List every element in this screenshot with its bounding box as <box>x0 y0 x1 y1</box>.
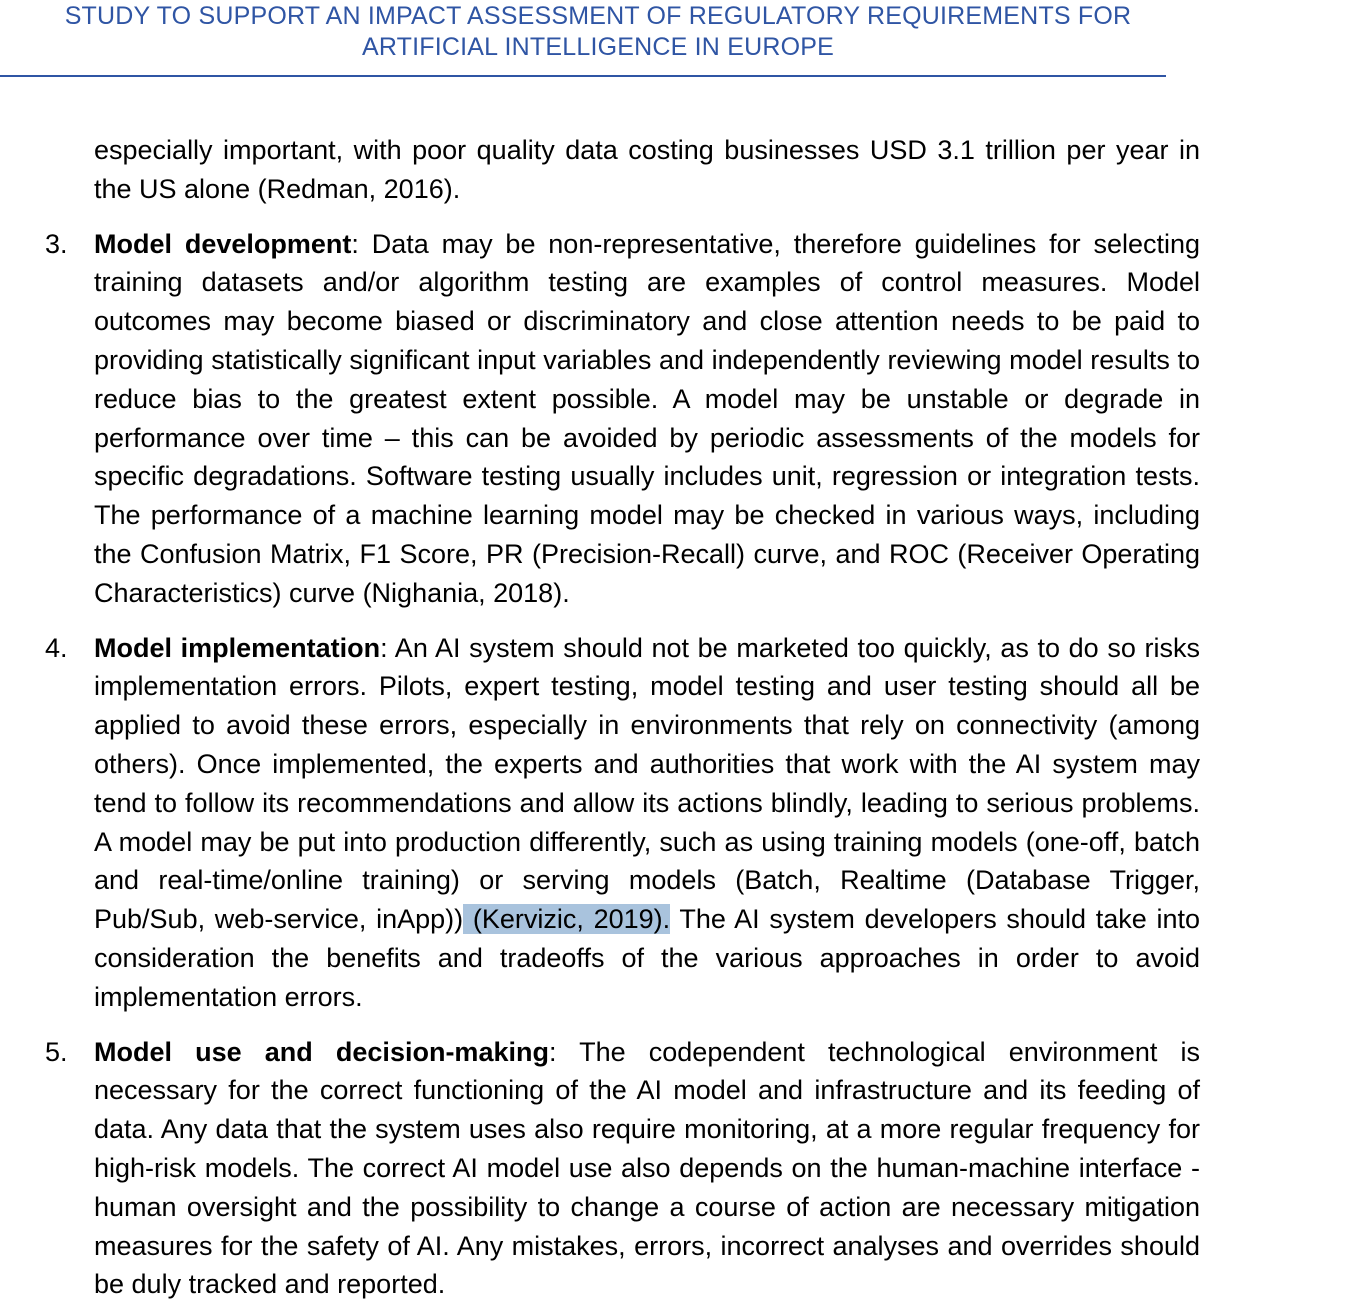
list-item-term: Model development <box>94 228 352 259</box>
header-title-line-2: ARTIFICIAL INTELLIGENCE IN EUROPE <box>362 33 834 61</box>
intro-paragraph: especially important, with poor quality data costing businesses USD 3.1 trillion per year in the US alone (Redman, 2016). <box>94 135 1200 204</box>
list-item-text: : The codependent technological environment is necessary for the correct functioning of the AI model and infrastructure and its feeding of data. Any data that the system uses also require monitoring, at a more regular frequency for high-risk models. The correct AI model use also depends on the human-machine interface - human oversight and the possibility to change a course of action are necessary mitigation measures for the safety of AI. Any mistakes, errors, incorrect analyses and overrides should be duly tracked and reported. <box>94 1036 1200 1300</box>
list-item-text: : Data may be non-representative, therefore guidelines for selecting training datasets and/or algorithm testing are examples of control measures. Model outcomes may become biased or discriminatory and close attention needs to be paid to providing statistically significant input variables and independently reviewing model results to reduce bias to the greatest extent possible. A model may be unstable or degrade in performance over time – this can be avoided by periodic assessments of the models for specific degradations. Software testing usually includes unit, regression or integration tests. The performance of a machine learning model may be checked in various ways, including the Confusion Matrix, F1 Score, PR (Precision-Recall) curve, and ROC (Receiver Operating Characteristics) curve (Nighania, 2018). <box>94 228 1201 608</box>
selected-citation-highlight[interactable]: (Kervizic, 2019). <box>463 904 671 935</box>
document-header <box>0 0 1196 63</box>
list-item-model-use <box>45 1033 1200 1305</box>
list-item-term: Model use and decision-making <box>94 1036 549 1067</box>
list-item-text: : An AI system should not be marketed too quickly, as to do so risks implementation errors. Pilots, expert testing, model testing and user testing should all be applied to avoid these errors, especially in environments that rely on connectivity (among others). Once implemented, the experts and authorities that work with the AI system may tend to follow its recommendations and allow its actions blindly, leading to serious problems. A model may be put into production differently, such as using training models (one-off, batch and real-time/online training) or serving models (Batch, Realtime (Database Trigger, Pub/Sub, web-service, inApp)) <box>94 632 1200 935</box>
list-item-term: Model implementation <box>94 632 381 663</box>
header-title-line-1: STUDY TO SUPPORT AN IMPACT ASSESSMENT OF REGULATORY REQUIREMENTS FOR <box>64 2 1132 30</box>
list-item-model-development <box>45 225 1201 613</box>
list-item-text-continued: The AI system developers should take into consideration the benefits and tradeoffs of the various approaches in order to avoid implementation errors. <box>94 904 1200 1012</box>
list-item-number: 5. <box>45 1036 68 1067</box>
header-divider <box>0 75 1166 77</box>
list-item-number: 4. <box>45 632 68 663</box>
document-body <box>45 131 1201 1304</box>
list-item-model-implementation <box>45 629 1200 1017</box>
numbered-list <box>45 225 1201 1305</box>
list-item-number: 3. <box>45 228 68 259</box>
